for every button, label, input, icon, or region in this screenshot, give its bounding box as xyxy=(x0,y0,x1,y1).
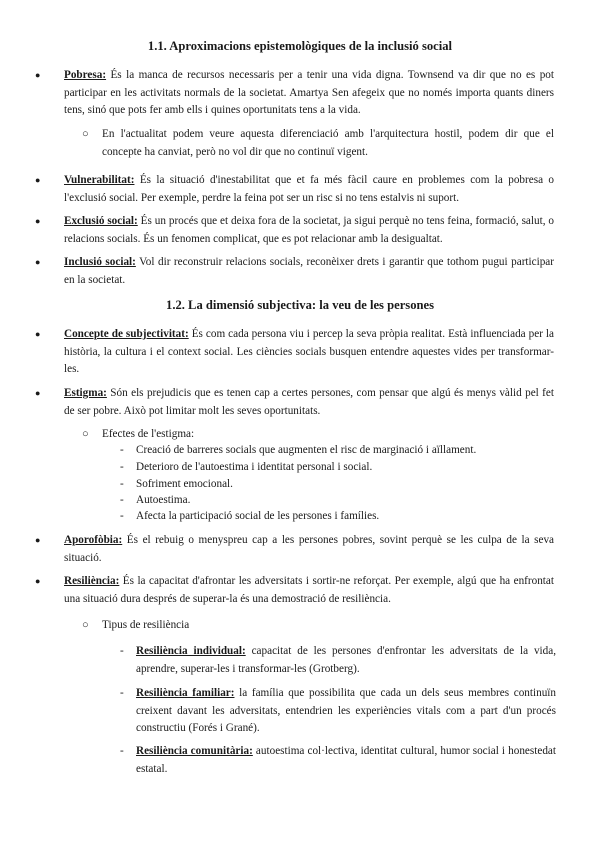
estigma-effect-item: Creació de barreres socials que augmenten el risc de marginació i aïllament. xyxy=(136,444,477,456)
bullet-icon: ● xyxy=(35,576,41,586)
inclusio-term: Inclusió social: xyxy=(64,256,136,268)
bullet-icon: ● xyxy=(35,329,41,339)
inclusio-text: Vol dir reconstruir relacions socials, reconèixer drets i garantir que tothom pugui participar en la societat. xyxy=(64,256,554,286)
circle-bullet-icon: ○ xyxy=(82,128,89,140)
resiliencia-type-term: Resiliència individual: xyxy=(136,645,246,657)
exclusio-text: És un procés que et deixa fora de la societat, ja sigui perquè no tens feina, formació, salut, o relacions socials. És un fenomen complicat, que es pot relacionar amb la desigualtat. xyxy=(64,215,554,245)
section-1-heading: 1.1. Aproximacions epistemològiques de la inclusió social xyxy=(147,39,453,53)
dash-marker: - xyxy=(120,444,124,456)
resiliencia-text: És la capacitat d'afrontar les adversitats i sortir-ne reforçat. Per exemple, algú que ha enfrontat una situació dura després de superar-la és una demostració de resiliència. xyxy=(64,575,554,605)
resiliencia-types-heading: Tipus de resiliència xyxy=(102,619,190,631)
resiliencia-comunitaria-item xyxy=(136,743,556,778)
pobresa-term: Pobresa: xyxy=(64,69,107,81)
resiliencia-individual-item xyxy=(136,643,556,678)
aporofobia-text: És el rebuig o menyspreu cap a les persones pobres, sovint perquè se les culpa de la seva situació. xyxy=(64,534,554,564)
resiliencia-type-text: capacitat de les persones d'enfrontar les adversitats de la vida, aprendre, superar-les i transformar-les (Grotberg). xyxy=(136,645,556,675)
subjectivitat-term: Concepte de subjectivitat: xyxy=(64,328,189,340)
dash-marker: - xyxy=(120,645,124,657)
pobresa-subpoint: En l'actualitat podem veure aquesta diferenciació amb l'arquitectura hostil, podem dir que el concepte ha canviat, però no vol dir que no continuï vigent. xyxy=(102,128,554,158)
dash-marker: - xyxy=(120,461,124,473)
subjectivitat-text: És com cada persona viu i percep la seva pròpia realitat. Està influenciada per la història, la cultura i el context social. Les ciències socials busquen entendre aquestes vides per transformar-les. xyxy=(64,328,554,375)
section-2-heading: 1.2. La dimensió subjectiva: la veu de les persones xyxy=(166,298,434,312)
vulnerabilitat-paragraph xyxy=(64,172,554,207)
dash-marker: - xyxy=(120,510,124,522)
estigma-effect-item: Autoestima. xyxy=(136,494,191,506)
resiliencia-type-term: Resiliència comunitària: xyxy=(136,745,253,757)
bullet-icon: ● xyxy=(35,216,41,226)
resiliencia-type-term: Resiliència familiar: xyxy=(136,687,235,699)
vulnerabilitat-text: És la situació d'inestabilitat que et fa més fàcil caure en problemes com la pobresa o l'exclusió social. Per exemple, perdre la feina pot ser un risc si no tens estalvis ni suport. xyxy=(64,174,554,204)
exclusio-term: Exclusió social: xyxy=(64,215,138,227)
dash-marker: - xyxy=(120,494,124,506)
circle-bullet-icon: ○ xyxy=(82,428,89,440)
estigma-term: Estigma: xyxy=(64,387,107,399)
aporofobia-paragraph xyxy=(64,532,554,567)
resiliencia-familiar-item xyxy=(136,685,556,738)
estigma-effect-item: Deterioro de l'autoestima i identitat personal i social. xyxy=(136,461,373,473)
bullet-icon: ● xyxy=(35,175,41,185)
vulnerabilitat-term: Vulnerabilitat: xyxy=(64,174,135,186)
aporofobia-term: Aporofòbia: xyxy=(64,534,123,546)
resiliencia-paragraph xyxy=(64,573,554,608)
resiliencia-type-text: la família que possibilita que cada un dels seus membres continuïn creixent davant les adversitats, entendrien les experiències vitals com a part d'un procés constructiu (Forés i Grané). xyxy=(136,687,556,734)
bullet-icon: ● xyxy=(35,70,41,80)
pobresa-paragraph xyxy=(64,67,554,120)
resiliencia-term: Resiliència: xyxy=(64,575,120,587)
dash-marker: - xyxy=(120,687,124,699)
bullet-icon: ● xyxy=(35,535,41,545)
estigma-paragraph xyxy=(64,385,554,420)
inclusio-paragraph xyxy=(64,254,554,289)
circle-bullet-icon: ○ xyxy=(82,619,89,631)
exclusio-paragraph xyxy=(64,213,554,248)
dash-marker: - xyxy=(120,478,124,490)
subjectivitat-paragraph xyxy=(64,326,554,379)
bullet-icon: ● xyxy=(35,257,41,267)
estigma-effect-item: Sofriment emocional. xyxy=(136,478,233,490)
bullet-icon: ● xyxy=(35,388,41,398)
resiliencia-type-text: autoestima col·lectiva, identitat cultural, humor social i honestedat estatal. xyxy=(136,745,556,775)
dash-marker: - xyxy=(120,745,124,757)
estigma-effects-heading: Efectes de l'estigma: xyxy=(102,428,195,440)
estigma-effect-item: Afecta la participació social de les persones i famílies. xyxy=(136,510,380,522)
estigma-text: Són els prejudicis que es tenen cap a certes persones, com pensar que algú és menys vàlid pel fet de ser pobre. Això pot limitar molt les seves oportunitats. xyxy=(64,387,554,417)
pobresa-text: És la manca de recursos necessaris per a tenir una vida digna. Townsend va dir que no es pot participar en les activitats normals de la societat. Amartya Sen afegeix que no només importa quants diners tens, sinó que pots fer amb ells i quines oportunitats tens a la vida. xyxy=(64,69,554,116)
